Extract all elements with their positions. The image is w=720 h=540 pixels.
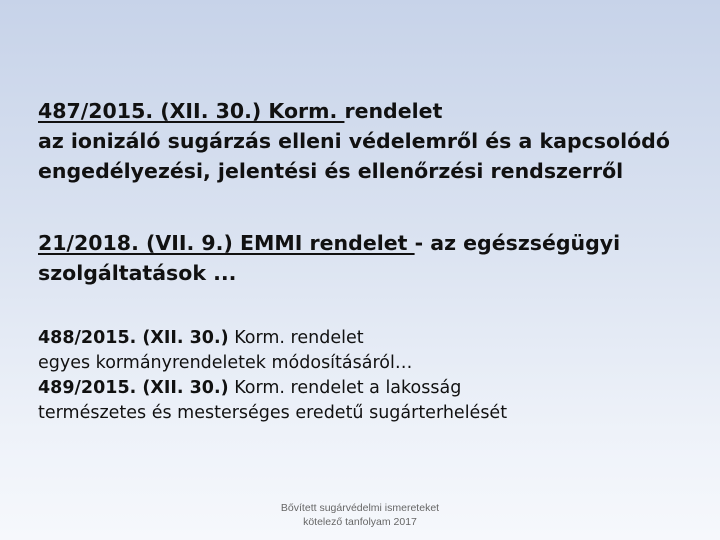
regulation-488-489-block: [38, 326, 688, 426]
regulation-488-type: Korm. rendelet: [228, 328, 364, 348]
regulation-487-type: rendelet: [344, 99, 443, 123]
slide-footer: [0, 501, 720, 529]
regulation-487-block: [38, 96, 688, 186]
regulation-487-title-line-1: az ionizáló sugárzás elleni védelemről és a kapcsolódó: [38, 129, 670, 153]
regulation-488-heading: [38, 326, 688, 351]
regulation-21-desc-line-2: szolgáltatások ...: [38, 261, 237, 285]
regulation-489-type: Korm. rendelet a lakosság: [228, 378, 462, 398]
regulation-489-ref: 489/2015. (XII. 30.): [38, 378, 229, 398]
regulation-21-ref: 21/2018. (VII. 9.) EMMI rendelet: [38, 231, 415, 255]
footer-line-1: Bővített sugárvédelmi ismereteket: [280, 502, 440, 514]
regulation-488-ref: 488/2015. (XII. 30.): [38, 328, 229, 348]
regulation-488-title: egyes kormányrendeletek módosításáról…: [38, 353, 413, 373]
regulation-487-title-line-2: engedélyezési, jelentési és ellenőrzési rendszerről: [38, 159, 624, 183]
regulation-489-title: természetes és mesterséges eredetű sugárterhelését: [38, 403, 508, 423]
regulation-487-ref: 487/2015. (XII. 30.) Korm.: [38, 99, 345, 123]
regulation-21-block: [38, 228, 688, 288]
regulation-489-heading: [38, 376, 688, 401]
regulation-487-heading: [38, 96, 688, 126]
regulation-21-desc: - az egészségügyi: [414, 231, 621, 255]
regulation-21-heading: [38, 228, 688, 258]
footer-line-2: kötelező tanfolyam 2017: [303, 516, 417, 528]
